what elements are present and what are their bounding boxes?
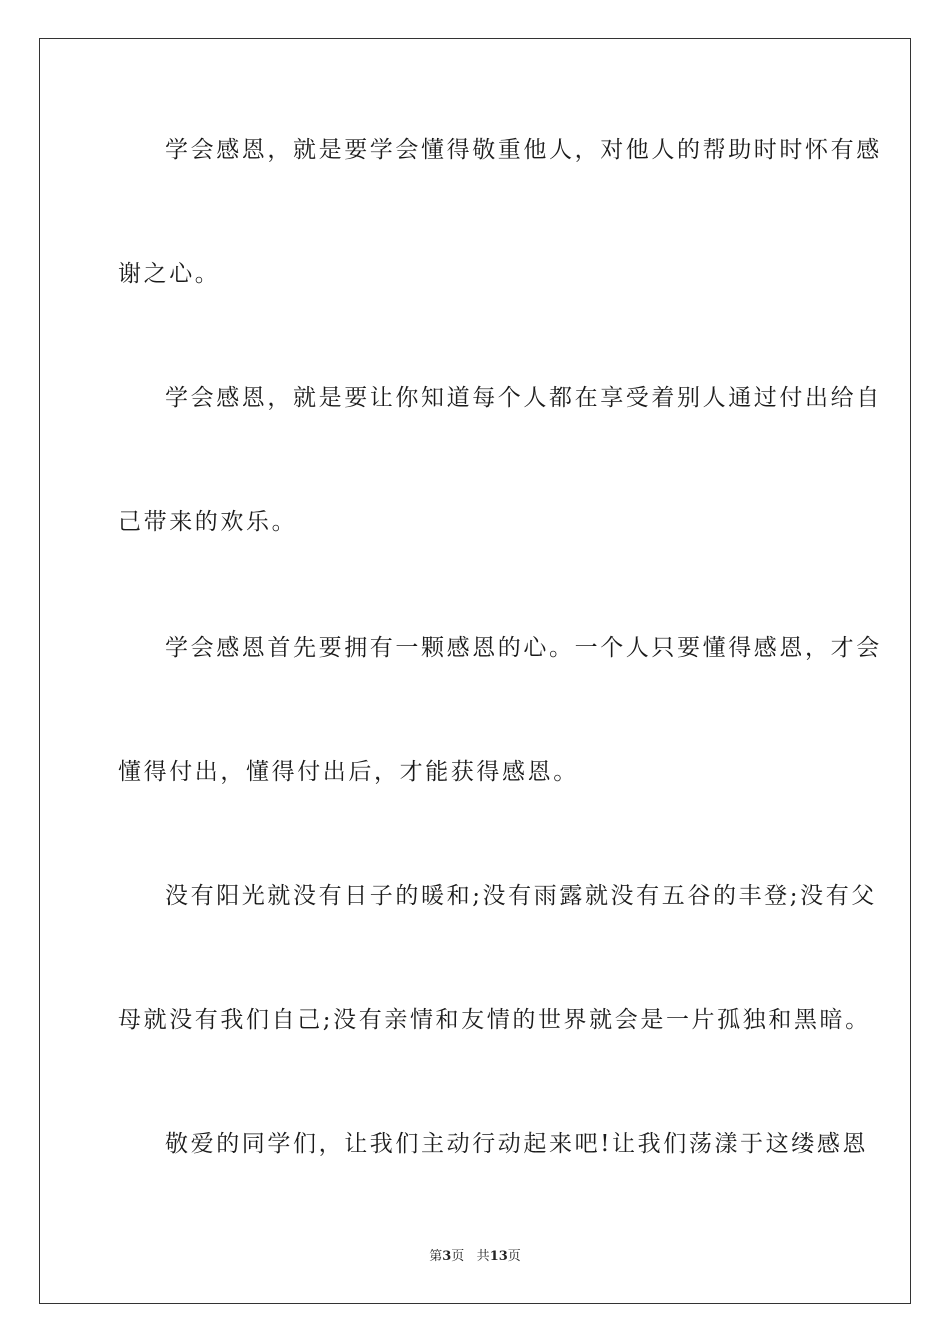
page-total-number: 13 — [489, 1249, 508, 1264]
paragraph-1-line-2: 谢之心。 — [118, 261, 221, 287]
paragraph-4-line-1: 没有阳光就没有日子的暖和;没有雨露就没有五谷的丰登;没有父 — [165, 883, 877, 909]
total-prefix: 共 — [476, 1249, 490, 1264]
page-suffix: 页 — [451, 1249, 465, 1264]
page-prefix: 第 — [429, 1249, 443, 1264]
paragraph-2-line-2: 己带来的欢乐。 — [118, 509, 298, 535]
page-footer — [0, 1248, 950, 1266]
page-border — [39, 38, 911, 1304]
paragraph-3-line-2: 懂得付出，懂得付出后，才能获得感恩。 — [118, 759, 579, 785]
total-suffix: 页 — [507, 1249, 521, 1264]
paragraph-1-line-1: 学会感恩，就是要学会懂得敬重他人，对他人的帮助时时怀有感 — [165, 137, 882, 163]
paragraph-5-line-1: 敬爱的同学们，让我们主动行动起来吧!让我们荡漾于这缕感恩 — [165, 1131, 869, 1157]
paragraph-4-line-2: 母就没有我们自己;没有亲情和友情的世界就会是一片孤独和黑暗。 — [118, 1007, 871, 1033]
paragraph-2-line-1: 学会感恩，就是要让你知道每个人都在享受着别人通过付出给自 — [165, 385, 882, 411]
page-current-number: 3 — [442, 1249, 452, 1264]
paragraph-3-line-1: 学会感恩首先要拥有一颗感恩的心。一个人只要懂得感恩，才会 — [165, 635, 882, 661]
